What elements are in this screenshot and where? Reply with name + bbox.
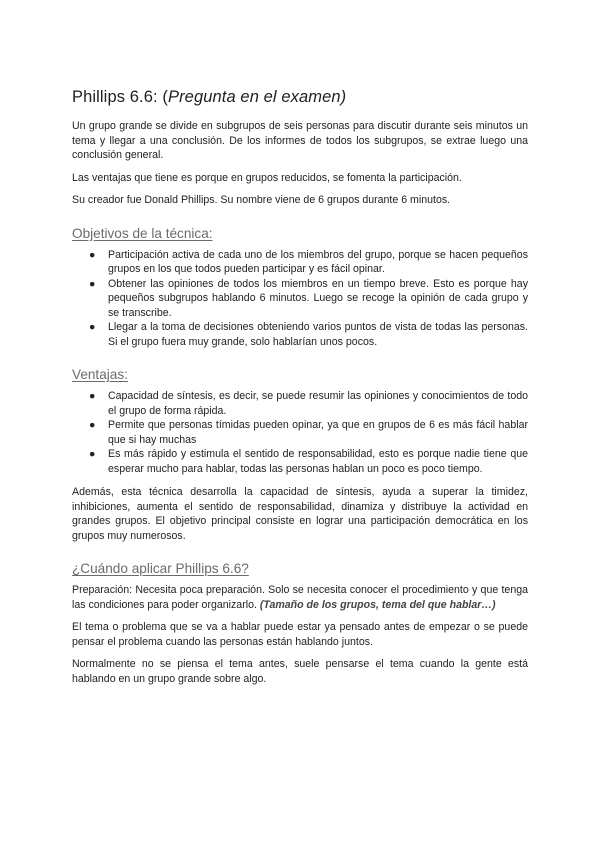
section-heading-ventajas: Ventajas: bbox=[72, 367, 128, 382]
list-item-text: Llegar a la toma de decisiones obteniendo varios puntos de vista de todas las personas. Si el grupo fuera muy grande, solo hablarían unos pocos. bbox=[108, 321, 528, 348]
ventajas-list bbox=[72, 389, 528, 476]
cuando-paragraph-2: Normalmente no se piensa el tema antes, suele pensarse el tema cuando la gente está hablando en un grupo grande sobre algo. bbox=[72, 658, 528, 685]
title-subtitle: Pregunta en el examen) bbox=[167, 88, 347, 106]
bullet-icon: ● bbox=[89, 419, 96, 431]
list-item bbox=[89, 320, 528, 349]
list-item-text: Permite que personas tímidas pueden opinar, ya que en grupos de 6 es más fácil hablar que si hay muchas bbox=[108, 419, 528, 446]
section-heading-objetivos: Objetivos de la técnica: bbox=[72, 225, 213, 241]
title-main: Phillips 6.6: ( bbox=[72, 88, 168, 106]
list-item bbox=[89, 277, 528, 321]
bullet-icon: ● bbox=[89, 448, 96, 460]
list-item-text: Es más rápido y estimula el sentido de responsabilidad, esto es porque nadie tiene que esperar mucho para hablar, todas las personas hablan un poco es poco tiempo. bbox=[108, 448, 528, 475]
bullet-icon: ● bbox=[89, 248, 96, 261]
intro-paragraph-2: Las ventajas que tiene es porque en grupos reducidos, se fomenta la participación. bbox=[72, 171, 462, 184]
list-item bbox=[89, 418, 528, 447]
preparacion-text: Preparación: Necesita poca preparación. Solo se necesita conocer el procedimiento y que tenga las condiciones para poder organizarlo. bbox=[72, 584, 528, 611]
list-item bbox=[89, 447, 528, 476]
document-title bbox=[72, 88, 528, 107]
ventajas-summary-paragraph: Además, esta técnica desarrolla la capacidad de síntesis, ayuda a superar la timidez, inhibiciones, aumenta el sentido de responsabilidad, dinamiza y distribuye la actividad en grandes grupos. El objetivo principal consiste en lograr una participación democrática en los grupos muy numerosos. bbox=[72, 486, 528, 542]
section-heading-cuando: ¿Cuándo aplicar Phillips 6.6? bbox=[72, 561, 249, 576]
cuando-paragraph-1: El tema o problema que se va a hablar puede estar ya pensado antes de empezar o se puede pensar el problema cuando las personas están hablando juntos. bbox=[72, 621, 528, 648]
preparacion-paragraph bbox=[72, 583, 528, 612]
objetivos-list bbox=[72, 248, 528, 350]
list-item-text: Obtener las opiniones de todos los miembros en un tiempo breve. Esto es porque hay pequeños subgrupos hablando 6 minutos. Luego se recoge la opinión de cada grupo y se transcribe. bbox=[108, 277, 528, 319]
list-item bbox=[89, 248, 528, 277]
bullet-icon: ● bbox=[89, 390, 96, 402]
bullet-icon: ● bbox=[89, 321, 96, 333]
list-item-text: Capacidad de síntesis, es decir, se puede resumir las opiniones y conocimientos de todo el grupo de forma rápida. bbox=[108, 390, 528, 417]
bullet-icon: ● bbox=[89, 277, 96, 290]
intro-paragraph-3: Su creador fue Donald Phillips. Su nombre viene de 6 grupos durante 6 minutos. bbox=[72, 194, 451, 206]
intro-paragraph-1: Un grupo grande se divide en subgrupos de seis personas para discutir durante seis minutos un tema y llegar a una conclusión. De los informes de todos los subgrupos, se extrae luego una conclusión general. bbox=[72, 120, 528, 161]
list-item-text: Participación activa de cada uno de los miembros del grupo, porque se hacen pequeños grupos en los que todos pueden participar y es fácil opinar. bbox=[108, 248, 528, 275]
preparacion-note: (Tamaño de los grupos, tema del que hablar…) bbox=[259, 598, 496, 611]
list-item bbox=[89, 389, 528, 418]
